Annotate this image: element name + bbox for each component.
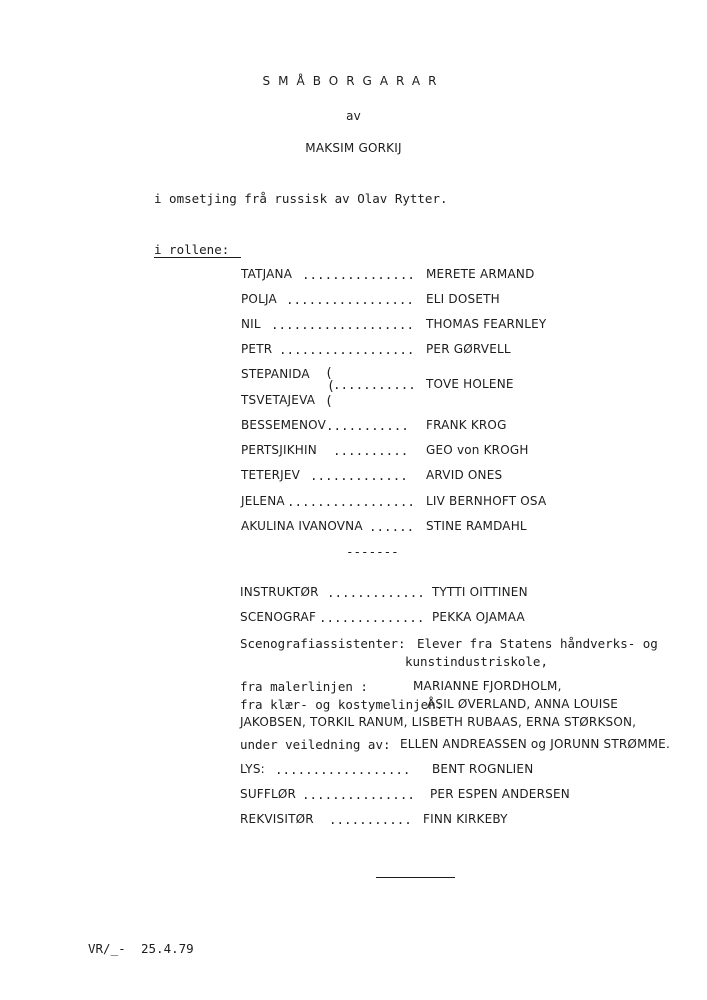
role-name: TATJANA <box>241 267 293 281</box>
crew-label: SCENOGRAF <box>240 610 317 624</box>
dot-leader: ................. <box>287 494 415 509</box>
dot-leader: ............... <box>302 267 415 282</box>
crew-name: FINN KIRKEBY <box>423 812 508 826</box>
crew-name: kunstindustriskole, <box>405 654 548 669</box>
dot-leader: .................. <box>275 762 411 777</box>
crew-label: REKVISITØR <box>240 812 314 826</box>
cast-heading: i rollene: <box>154 242 230 257</box>
actor-name: STINE RAMDAHL <box>426 519 527 533</box>
closing-rule <box>376 877 455 878</box>
crew-name: BENT ROGNLIEN <box>432 762 534 776</box>
actor-name: MERETE ARMAND <box>426 267 535 281</box>
actor-name: GEO von KROGH <box>426 443 529 457</box>
actor-name: LIV BERNHOFT OSA <box>426 494 547 508</box>
brace-mark: ( <box>325 366 333 381</box>
actor-name: PER GØRVELL <box>426 342 511 356</box>
document-date: 25.4.79 <box>141 941 194 956</box>
actor-name: ARVID ONES <box>426 468 503 482</box>
role-name: TSVETAJEVA <box>241 393 316 407</box>
crew-label: fra klær- og kostymelinjen: <box>240 697 444 712</box>
crew-name: MARIANNE FJORDHOLM, <box>413 679 562 693</box>
actor-name: FRANK KROG <box>426 418 507 432</box>
dot-leader: ........... <box>326 418 409 433</box>
play-title: SMÅBORGARAR <box>262 74 445 88</box>
role-name: AKULINA IVANOVNA <box>241 519 363 533</box>
crew-name: ÅSIL ØVERLAND, ANNA LOUISE <box>427 697 619 711</box>
translation-line: i omsetjing frå russisk av Olav Rytter. <box>154 191 448 206</box>
dot-leader: .......... <box>333 443 409 458</box>
role-name: JELENA <box>241 494 285 508</box>
section-separator: ------- <box>346 544 399 559</box>
crew-label: fra malerlinjen : <box>240 679 368 694</box>
actor-name: TOVE HOLENE <box>426 377 514 391</box>
actor-name: THOMAS FEARNLEY <box>426 317 547 331</box>
by-line: av <box>346 109 361 123</box>
brace-mark: ( <box>325 394 333 409</box>
dot-leader: .............. <box>319 610 425 625</box>
author-name: MAKSIM GORKIJ <box>305 141 402 155</box>
crew-name: Elever fra Statens håndverks- og <box>417 636 658 651</box>
dot-leader: ............... <box>302 787 415 802</box>
brace-mark: ( <box>327 379 335 394</box>
role-name: PERTSJIKHIN <box>241 443 317 457</box>
role-name: STEPANIDA <box>241 367 310 381</box>
role-name: TETERJEV <box>241 468 301 482</box>
crew-label: SUFFLØR <box>240 787 297 801</box>
crew-name: JAKOBSEN, TORKIL RANUM, LISBETH RUBAAS, ERNA STØRKSON, <box>240 715 637 729</box>
crew-name: TYTTI OITTINEN <box>432 585 528 599</box>
dot-leader: .................. <box>279 342 415 357</box>
crew-name: ELLEN ANDREASSEN og JORUNN STRØMME. <box>400 737 670 751</box>
dot-leader: ................. <box>286 292 414 307</box>
document-ref: VR/_- <box>88 941 126 956</box>
crew-name: PER ESPEN ANDERSEN <box>430 787 570 801</box>
role-name: NIL <box>241 317 261 331</box>
crew-name: PEKKA OJAMAA <box>432 610 525 624</box>
role-name: BESSEMENOV <box>241 418 326 432</box>
crew-label: LYS: <box>240 762 265 776</box>
crew-label: INSTRUKTØR <box>240 585 319 599</box>
dot-leader: ................... <box>271 317 414 332</box>
dot-leader: ............. <box>310 468 408 483</box>
crew-label: under veiledning av: <box>240 737 391 752</box>
actor-name: ELI DOSETH <box>426 292 500 306</box>
dot-leader: ...... <box>369 519 415 534</box>
cast-heading-underline <box>154 257 241 258</box>
dot-leader: ........... <box>329 812 412 827</box>
dot-leader: ............. <box>327 585 425 600</box>
role-name: PETR <box>241 342 273 356</box>
role-name: POLJA <box>241 292 277 306</box>
dot-leader: ........... <box>333 377 416 392</box>
crew-label: Scenografiassistenter: <box>240 636 406 651</box>
